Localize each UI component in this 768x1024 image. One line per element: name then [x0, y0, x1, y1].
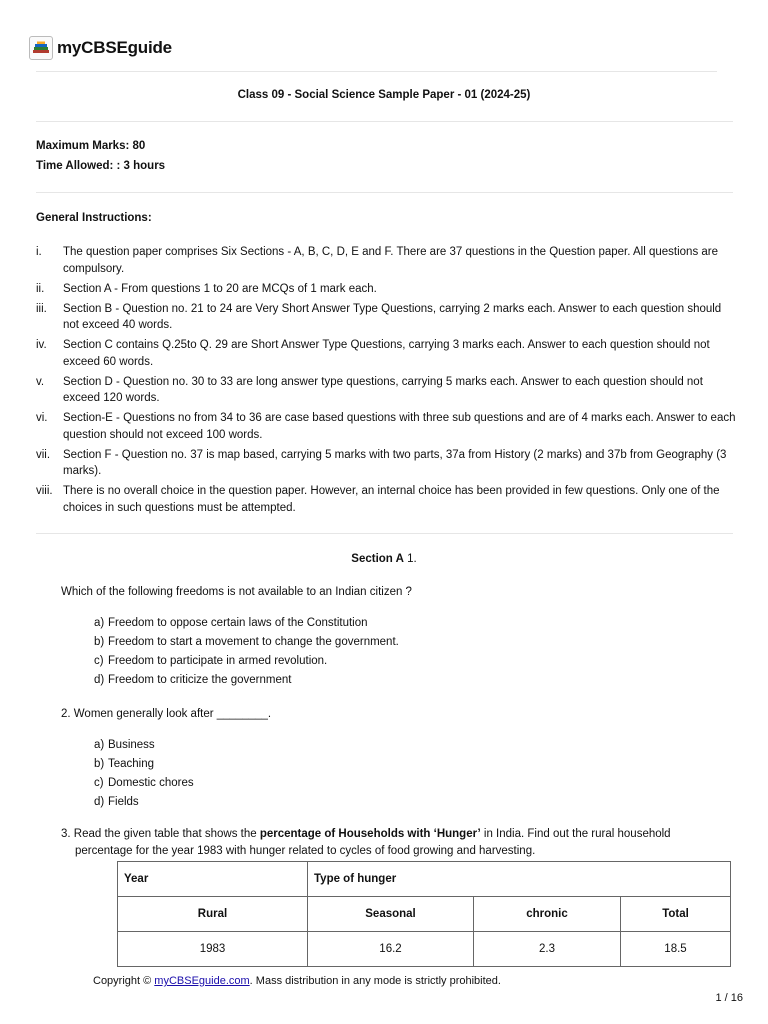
instruction-text: Section B - Question no. 21 to 24 are Very Short Answer Type Questions, carrying 2 marks each. Answer to each question should not exceed 40 words.: [63, 302, 722, 331]
question-number: 1.: [403, 553, 417, 565]
option-letter: d): [94, 674, 105, 686]
instructions-list: [36, 244, 736, 520]
question-1-options: [94, 614, 399, 690]
page-indicator: 1 / 16: [715, 992, 743, 1004]
answer-option: [94, 614, 399, 633]
option-text: Freedom to start a movement to change the government.: [108, 636, 399, 648]
table-header-cell: Type of hunger: [308, 862, 731, 897]
instruction-number: i.: [36, 246, 42, 258]
option-letter: a): [94, 739, 105, 751]
instruction-text: Section-E - Questions no from 34 to 36 are case based questions with three sub questions and are of 4 marks each. Answer to each question should not exceed 100 words.: [63, 412, 736, 441]
option-letter: b): [94, 636, 105, 648]
option-text: Freedom to oppose certain laws of the Constitution: [108, 617, 368, 629]
option-letter: a): [94, 617, 105, 629]
option-text: Teaching: [108, 758, 155, 770]
instruction-text: Section D - Question no. 30 to 33 are long answer type questions, carrying 5 marks each. Answer to each question should not exceed 120 words.: [63, 375, 703, 404]
instruction-item: [36, 244, 736, 277]
instruction-text: Section C contains Q.25to Q. 29 are Short Answer Type Questions, carrying 3 marks each. Answer to each question should not exceed 60 words.: [63, 339, 710, 368]
brand-name: myCBSEguide: [57, 38, 172, 57]
option-text: Freedom to participate in armed revolution.: [108, 655, 328, 667]
q3-pre: 3. Read the given table that shows the: [61, 828, 260, 840]
instruction-text: Section A - From questions 1 to 20 are MCQs of 1 mark each.: [63, 282, 377, 295]
copyright-footer: [93, 975, 501, 987]
meta-divider: [36, 192, 733, 193]
instruction-number: vii.: [36, 448, 51, 461]
table-row: [118, 932, 731, 967]
answer-option: [94, 671, 399, 690]
answer-option: [94, 755, 194, 774]
question-2-text: 2. Women generally look after ________.: [61, 708, 272, 720]
instruction-item: [36, 337, 736, 370]
answer-option: [94, 633, 399, 652]
option-text: Business: [108, 739, 155, 751]
table-cell: 2.3: [474, 932, 621, 967]
instruction-number: v.: [36, 375, 45, 388]
instructions-divider: [36, 533, 733, 534]
brand-logo[interactable]: [29, 36, 172, 60]
section-a-heading: [0, 553, 768, 565]
table-header-cell: Total: [621, 897, 731, 932]
answer-option: [94, 793, 194, 812]
instructions-heading: General Instructions:: [36, 212, 152, 224]
instruction-item: [36, 374, 736, 407]
footer-pre: Copyright ©: [93, 975, 155, 987]
instruction-item: [36, 483, 736, 516]
instruction-number: ii.: [36, 282, 45, 295]
instruction-text: Section F - Question no. 37 is map based, carrying 5 marks with two parts, 37a from History (2 marks) and 37b from Geography (3 marks).: [63, 448, 727, 477]
option-text: Domestic chores: [108, 777, 194, 789]
table-cell: 18.5: [621, 932, 731, 967]
instruction-item: [36, 281, 736, 298]
instruction-number: vi.: [36, 412, 48, 424]
question-1-text: Which of the following freedoms is not available to an Indian citizen ?: [61, 586, 412, 598]
header-divider: [36, 71, 717, 72]
footer-post: . Mass distribution in any mode is strictly prohibited.: [249, 975, 501, 987]
table-row: [118, 862, 731, 897]
answer-option: [94, 652, 399, 671]
paper-title: Class 09 - Social Science Sample Paper - 01 (2024-25): [237, 89, 531, 101]
instruction-item: [36, 301, 736, 334]
instruction-number: viii.: [36, 485, 53, 497]
answer-option: [94, 736, 194, 755]
footer-link[interactable]: myCBSEguide.com: [154, 975, 250, 987]
question-3-text: [61, 826, 721, 860]
instruction-text: The question paper comprises Six Sections - A, B, C, D, E and F. There are 37 questions in the Question paper. All questions are compulsory.: [63, 246, 719, 275]
section-label: Section A: [351, 553, 404, 565]
max-marks: Maximum Marks: 80: [36, 140, 146, 152]
instruction-item: [36, 410, 736, 443]
q3-bold: percentage of Households with ‘Hunger’: [259, 828, 481, 840]
option-text: Fields: [108, 796, 139, 808]
table-header-cell: chronic: [474, 897, 621, 932]
option-letter: c): [94, 777, 104, 789]
books-icon: [29, 36, 53, 60]
option-letter: b): [94, 758, 105, 770]
answer-option: [94, 774, 194, 793]
title-divider: [36, 121, 733, 122]
instruction-text: There is no overall choice in the question paper. However, an internal choice has been provided in few questions. Only one of the choices in such questions must be attempted.: [63, 485, 720, 514]
question-2-options: [94, 736, 194, 812]
q3-post: in India. Find out the rural household: [480, 828, 671, 840]
instruction-number: iii.: [36, 302, 47, 315]
table-header-cell: Rural: [118, 897, 308, 932]
table-row: [118, 897, 731, 932]
table-header-cell: Seasonal: [308, 897, 474, 932]
instruction-number: iv.: [36, 339, 47, 351]
table-cell: 16.2: [308, 932, 474, 967]
option-letter: d): [94, 796, 105, 808]
q3-line2: percentage for the year 1983 with hunger related to cycles of food growing and harvesting.: [75, 845, 536, 857]
time-allowed: Time Allowed: : 3 hours: [36, 160, 166, 172]
option-letter: c): [94, 655, 104, 667]
hunger-table: [117, 861, 731, 967]
option-text: Freedom to criticize the government: [108, 674, 292, 686]
table-header-cell: Year: [118, 862, 308, 897]
table-cell: 1983: [118, 932, 308, 967]
instruction-item: [36, 447, 736, 480]
